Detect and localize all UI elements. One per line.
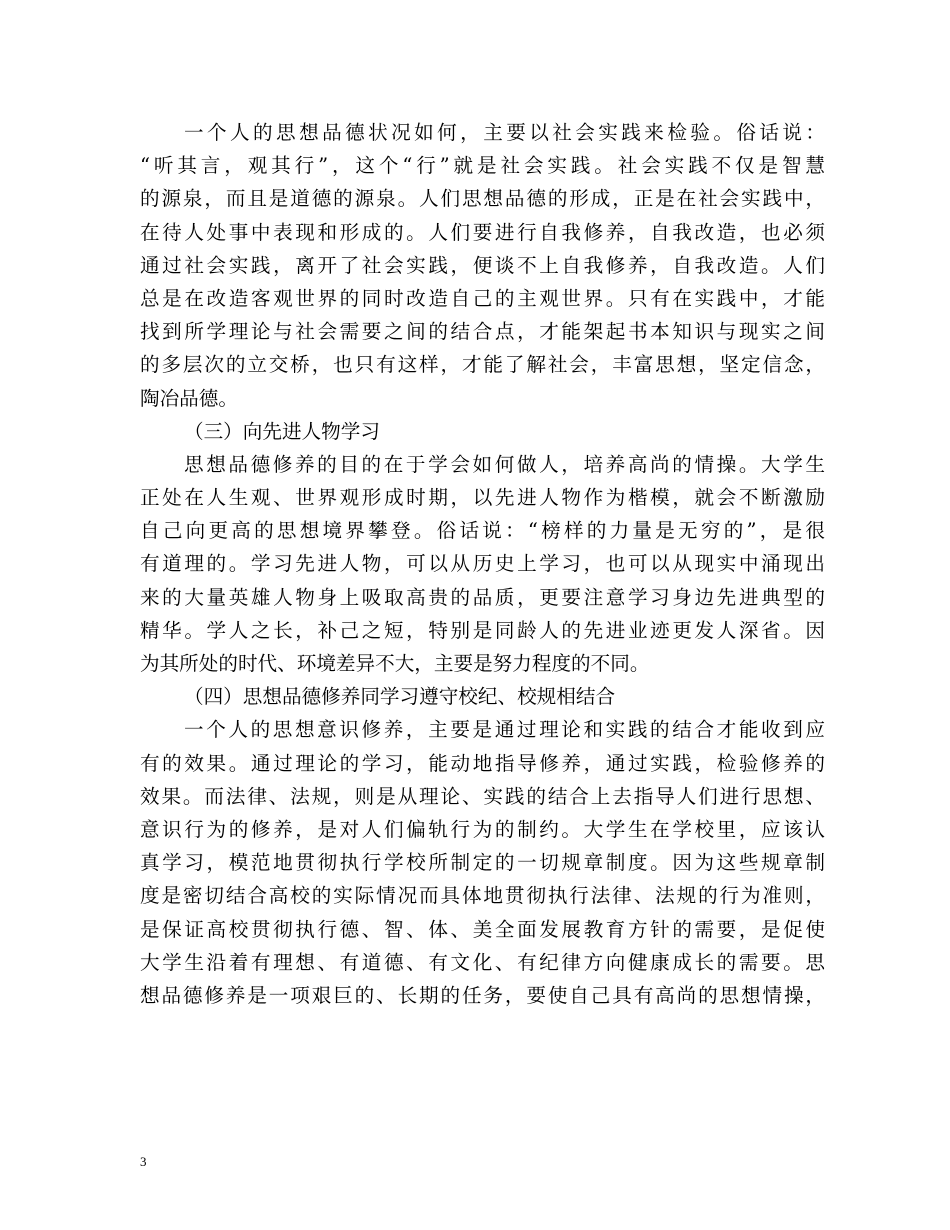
text-line-content: 陶冶品德。 bbox=[140, 386, 238, 410]
text-line-content: 精华。学人之长，补己之短，特别是同龄人的先进业迹更发人深省。因 bbox=[140, 618, 825, 642]
text-line-content: 真学习，模范地贯彻执行学校所制定的一切规章制度。因为这些规章制 bbox=[140, 851, 825, 875]
text-line bbox=[140, 149, 825, 182]
text-line-content: 思想品德修养的目的在于学会如何做人，培养高尚的情操。大学生 bbox=[184, 452, 825, 476]
text-line-content: 通过社会实践，离开了社会实践，便谈不上自我修养，自我改造。人们 bbox=[140, 253, 825, 277]
text-line-content: 总是在改造客观世界的同时改造自己的主观世界。只有在实践中，才能 bbox=[140, 286, 825, 310]
text-line bbox=[140, 348, 825, 381]
text-line bbox=[140, 846, 825, 879]
text-line bbox=[140, 282, 825, 315]
text-line bbox=[140, 315, 825, 348]
text-line-content: 为其所处的时代、环境差异不大，主要是努力程度的不同。 bbox=[140, 652, 650, 675]
text-line bbox=[140, 647, 825, 680]
text-line bbox=[140, 448, 825, 481]
text-line-content: 找到所学理论与社会需要之间的结合点，才能架起书本知识与现实之间 bbox=[140, 320, 825, 344]
text-line bbox=[140, 116, 825, 149]
text-line bbox=[140, 415, 825, 448]
text-line-content: 是保证高校贯彻执行德、智、体、美全面发展教育方针的需要，是促使 bbox=[140, 917, 825, 941]
text-line-content: 度是密切结合高校的实际情况而具体地贯彻执行法律、法规的行为准则， bbox=[140, 884, 825, 908]
text-line bbox=[140, 382, 825, 415]
text-line bbox=[140, 249, 825, 282]
text-line-content: “听其言，观其行”，这个“行”就是社会实践。社会实践不仅是智慧 bbox=[140, 154, 825, 178]
text-line-content: （四）思想品德修养同学习遵守校纪、校规相结合 bbox=[184, 685, 616, 709]
text-line-content: 效果。而法律、法规，则是从理论、实践的结合上去指导人们进行思想、 bbox=[140, 784, 825, 808]
text-line bbox=[140, 879, 825, 912]
text-line bbox=[140, 216, 825, 249]
text-line bbox=[140, 680, 825, 713]
text-line bbox=[140, 547, 825, 580]
text-line bbox=[140, 946, 825, 979]
text-line-content: 想品德修养是一项艰巨的、长期的任务，要使自己具有高尚的思想情操， bbox=[140, 983, 825, 1007]
text-line bbox=[140, 713, 825, 746]
text-line bbox=[140, 614, 825, 647]
text-line-content: 在待人处事中表现和形成的。人们要进行自我修养，自我改造，也必须 bbox=[140, 220, 825, 244]
text-line-content: 有道理的。学习先进人物，可以从历史上学习，也可以从现实中涌现出 bbox=[140, 552, 825, 576]
text-line bbox=[140, 481, 825, 514]
text-line-content: 的多层次的立交桥，也只有这样，才能了解社会，丰富思想，坚定信念， bbox=[140, 353, 825, 377]
text-line bbox=[140, 979, 825, 1012]
text-line bbox=[140, 813, 825, 846]
text-line-content: 的源泉，而且是道德的源泉。人们思想品德的形成，正是在社会实践中， bbox=[140, 187, 825, 211]
text-line-content: 一个人的思想意识修养，主要是通过理论和实践的结合才能收到应 bbox=[184, 718, 825, 742]
text-line-content: 意识行为的修养，是对人们偏轨行为的制约。大学生在学校里，应该认 bbox=[140, 817, 825, 841]
text-line-content: 自己向更高的思想境界攀登。俗话说：“榜样的力量是无穷的”，是很 bbox=[140, 519, 825, 543]
page-number: 3 bbox=[140, 1154, 147, 1169]
body-text bbox=[140, 116, 825, 1012]
text-line-content: （三）向先进人物学习 bbox=[184, 419, 380, 443]
text-line-content: 正处在人生观、世界观形成时期，以先进人物作为楷模，就会不断激励 bbox=[140, 486, 825, 510]
text-line bbox=[140, 581, 825, 614]
text-line bbox=[140, 514, 825, 547]
text-line bbox=[140, 182, 825, 215]
text-line-content: 大学生沿着有理想、有道德、有文化、有纪律方向健康成长的需要。思 bbox=[140, 950, 825, 974]
text-line-content: 来的大量英雄人物身上吸取高贵的品质，更要注意学习身边先进典型的 bbox=[140, 585, 825, 609]
text-line-content: 有的效果。通过理论的学习，能动地指导修养，通过实践，检验修养的 bbox=[140, 751, 825, 775]
text-line bbox=[140, 913, 825, 946]
text-line-content: 一个人的思想品德状况如何，主要以社会实践来检验。俗话说： bbox=[184, 121, 825, 144]
text-line bbox=[140, 780, 825, 813]
text-line bbox=[140, 747, 825, 780]
